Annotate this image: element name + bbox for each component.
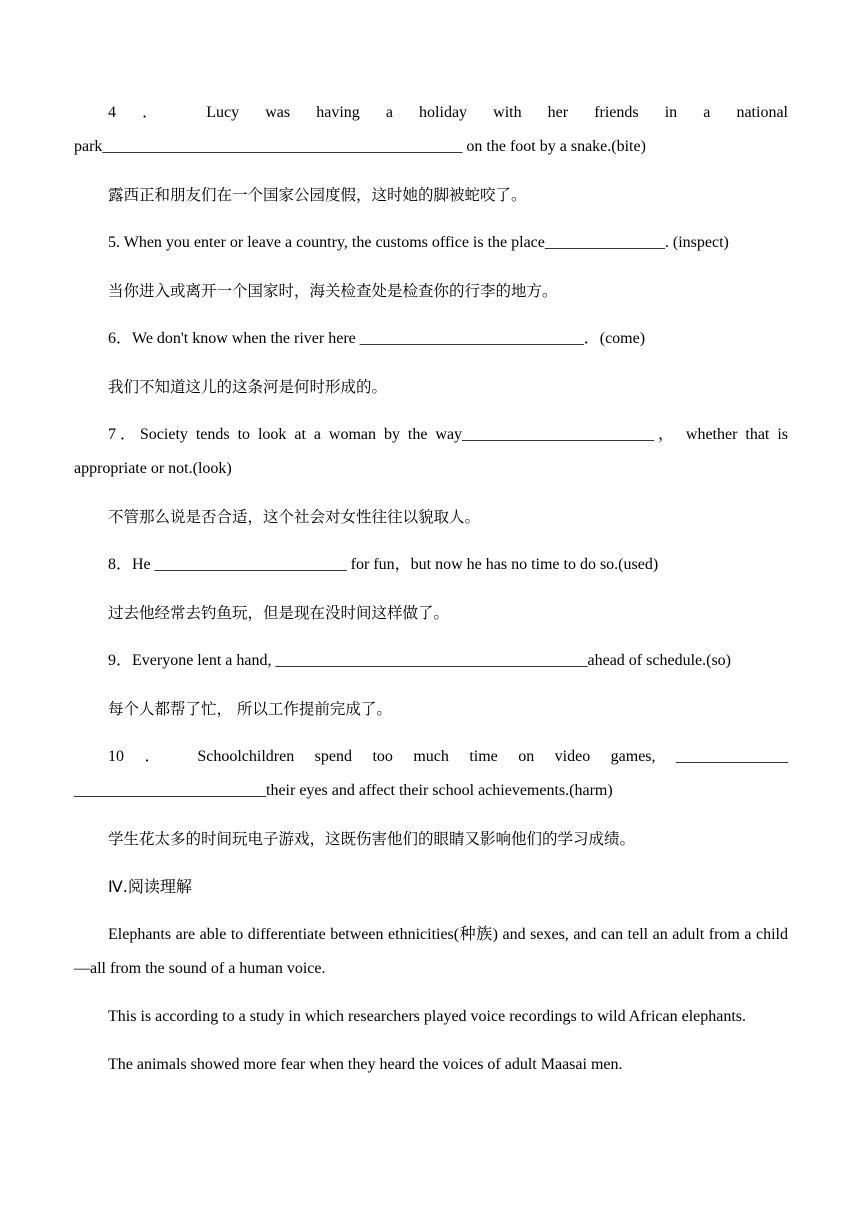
item-10-chinese: 学生花太多的时间玩电子游戏，这既伤害他们的眼睛又影响他们的学习成绩。: [108, 830, 636, 848]
passage-paragraph: The animals showed more fear when they heard the voices of adult Maasai men.: [108, 1056, 623, 1073]
item-6-english: 6．We don't know when the river here ____________________________．(come): [108, 330, 646, 347]
item-7-chinese: 不管那么说是否合适，这个社会对女性往往以貌取人。: [108, 508, 481, 526]
item-4-english-line1: 4 ． Lucy was having a holiday with her friends in a national: [108, 104, 788, 121]
item-10-english-line1: 10 ． Schoolchildren spend too much time on video games, ______________: [108, 748, 788, 765]
passage-paragraph: This is according to a study in which researchers played voice recordings to wild African elephants.: [108, 1008, 747, 1025]
item-4-chinese: 露西正和朋友们在一个国家公园度假，这时她的脚被蛇咬了。: [108, 186, 527, 204]
item-6-chinese: 我们不知道这儿的这条河是何时形成的。: [108, 378, 388, 396]
item-9-chinese: 每个人都帮了忙， 所以工作提前完成了。: [108, 700, 392, 718]
item-8-chinese: 过去他经常去钓鱼玩，但是现在没时间这样做了。: [108, 604, 450, 622]
section-title: Ⅳ.阅读理解: [108, 877, 192, 896]
passage-paragraph: Elephants are able to differentiate between ethnicities(种族) and sexes, and can tell an adult from a child—all from the sound of a human voice.: [74, 926, 788, 977]
item-8-english: 8．He ________________________ for fun，but now he has no time to do so.(used): [108, 556, 659, 573]
document-page: [74, 96, 788, 1096]
item-4-english-line2: park_____________________________________________ on the foot by a snake.(bite): [74, 138, 646, 155]
item-10-english-line2: ________________________their eyes and affect their school achievements.(harm): [74, 782, 613, 799]
item-7-english: 7．Society tends to look at a woman by the way________________________， whether that is appropriate or not.(look): [74, 426, 788, 477]
item-5-chinese: 当你进入或离开一个国家时，海关检查处是检查你的行李的地方。: [108, 282, 558, 300]
item-9-english: 9．Everyone lent a hand, _______________________________________ahead of schedule.(so): [108, 652, 731, 669]
item-5-english: 5. When you enter or leave a country, the customs office is the place_______________. (inspect): [108, 234, 729, 251]
